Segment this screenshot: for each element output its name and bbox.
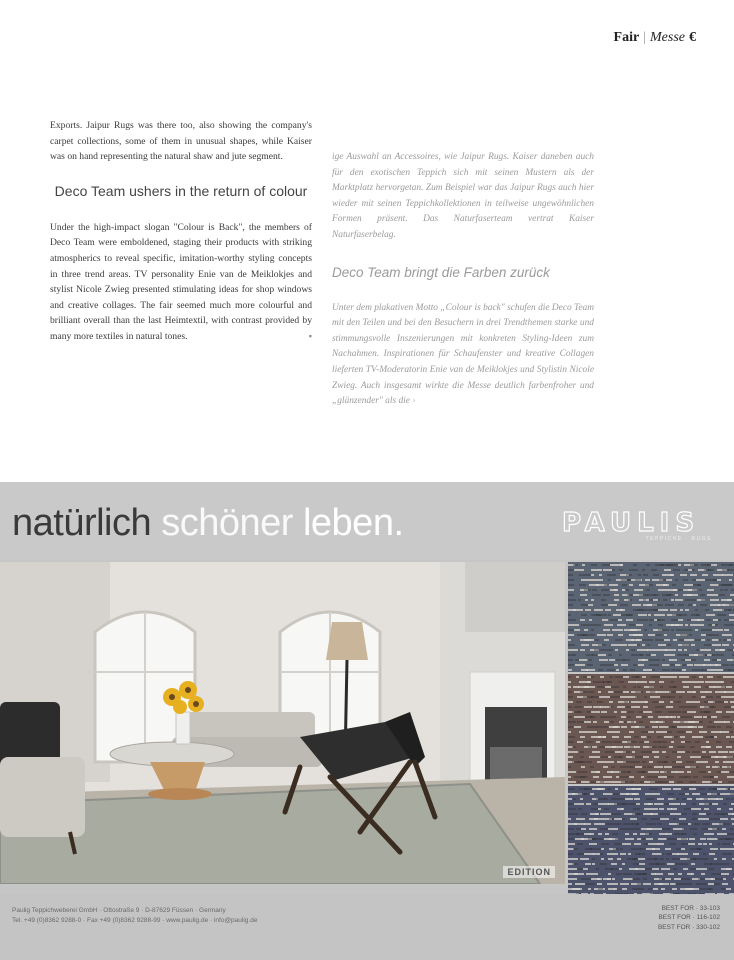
booth-entry: BEST FOR · 330-102 xyxy=(657,923,720,931)
slogan-word: schöner xyxy=(161,502,293,544)
article-paragraph xyxy=(50,220,312,345)
ad-footer xyxy=(0,894,734,960)
contact-address: Paulig Teppichweberei GmbH · Ottostraße 9 · D-87629 Füssen · Germany xyxy=(12,907,226,914)
article-paragraph: ige Auswahl an Accessoires, wie Jaipur Rugs. Kaiser daneben auch für den exotischen Teppich sich mit seinen Mustern als der Marktplatz hervorgetan. Zum Beispiel war das Jaipur Rugs auch hier wieder mit seinen Teppichkollektionen in teilweise ungewöhnlichen Formen präsent. Das Naturfaserteam vertrat Kaiser Naturfaserbelag. xyxy=(332,152,594,240)
article-column-german xyxy=(332,150,594,410)
section-label: Fair xyxy=(613,30,640,45)
booth-entry: BEST FOR · 33-103 xyxy=(661,905,720,912)
article-paragraph: Exports. Jaipur Rugs was there too, also showing the company's carpet collections, some of them in unusual shapes, while Kaiser was on hand representing the natural shaw and jute segment. xyxy=(50,120,312,163)
header-separator: | xyxy=(643,30,646,45)
article-column-english xyxy=(50,118,312,345)
running-header xyxy=(614,30,696,46)
subsection-label: Messe xyxy=(650,30,685,45)
carpet-swatch xyxy=(568,674,734,784)
contact-phone-web: Tel. +49 (0)8362 9288-0 · Fax +49 (0)8362 9288-99 · www.paulig.de · info@paulig.de xyxy=(12,917,258,924)
page-marker: € xyxy=(689,30,696,45)
ad-banner xyxy=(0,482,734,560)
continue-mark: › xyxy=(412,396,416,407)
end-mark: ▪ xyxy=(308,330,312,341)
living-room-illustration xyxy=(0,562,565,884)
slogan-word: natürlich xyxy=(12,502,152,544)
article-paragraph-text: Unter dem plakativen Motto „Colour is back" schufen die Deco Team mit den Teilen und bei den Besuchern in drei Trendthemen starke und stimmungsvolle Inszenierungen mit konkreten Styling-Ideen zum Nachahmen. Inspirationen für Schaufenster und kreative Collagen lieferten TV-Moderatorin Enie van de Meiklokjes und Stylistin Nicole Zwieg. Auch insgesamt wirkte die Messe deutlich farbenfroher und „glänzender" als die xyxy=(332,302,594,407)
brand-logo-text: PAULIS xyxy=(562,508,701,538)
article-subheading: Deco Team bringt die Farben zurück xyxy=(332,264,550,280)
article-paragraph xyxy=(332,301,594,410)
brand-logo xyxy=(562,508,712,542)
carpet-swatch xyxy=(568,562,734,672)
contact-block xyxy=(12,906,572,926)
article-paragraph-text: Under the high-impact slogan "Colour is Back", the members of Deco Team were emboldened, staging their products with striking atmospherics to reveal specific, imitation-worthy styling concepts in three trend areas. TV personality Enie van de Meiklokjes and stylist Nicole Zwieg presented stimulating ideas for shop windows and creative collages. The fair seemed much more colourful and brilliant overall than the last Heimtextil, with contrast provided by many more textiles in natural tones. xyxy=(50,221,312,342)
photo-collection-tag: EDITION xyxy=(503,866,555,878)
booth-list xyxy=(658,904,720,932)
living-room-photo xyxy=(0,562,565,884)
brand-logo-subline: TEPPICHE · RUGS xyxy=(645,536,712,542)
slogan-word: leben. xyxy=(302,502,404,544)
carpet-swatches xyxy=(568,562,734,892)
advertisement xyxy=(0,482,734,960)
ad-slogan xyxy=(12,502,404,545)
booth-entry: BEST FOR · 116-102 xyxy=(658,914,720,922)
carpet-swatch xyxy=(568,786,734,896)
article-subheading: Deco Team ushers in the return of colour xyxy=(54,182,308,199)
